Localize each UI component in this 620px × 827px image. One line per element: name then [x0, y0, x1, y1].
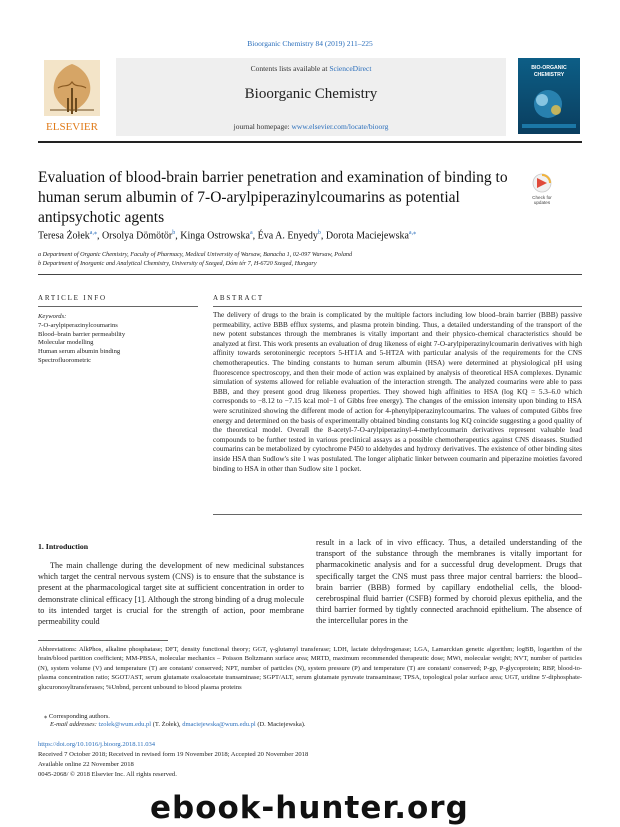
elsevier-logo[interactable]: [38, 58, 106, 136]
check-for-updates-button[interactable]: [525, 172, 559, 206]
author-affiliation-marker[interactable]: a,⁎: [89, 230, 97, 236]
abstract-text: The delivery of drugs to the brain is complicated by the multiple factors including low blood–brain barrier (BBB) passive permeability, active BBB efflux systems, and plasma protein binding. Thus, a detailed understanding of the transport of the new potent substances through the membranes is vitally important and their physico-chemical characteristics should be analyzed at first. This work presents an evaluation of drug likeness of eight 7-O-arylpiperazinylcoumarin derivatives with high affinity towards serotoninergic receptors 5-HT1A and 5-HT2A with particular analysis of the requirements for the CNS chemotherapeutics. The binding constants to human serum albumin (HSA) were determined at physiological pH using fluorescence spectroscopy, and then their mode of action was explained by analysis of theoretical HSA complexes. Dynamic simulation of systems allowed for reliable evaluation of the interaction strength. The analyzed coumarins were able to pass BBB, and they present good drug likeness properties. They showed high affinities to HSA (log KQ = 5.3–6.0 which corresponds to −8.12 to −7.15 kcal mol−1 of Gibbs free energy). The changes of the emission intensity upon binding to HSA were scrutinized showing the different mode of action for 4-phenylpiperazinylcoumarins. The values of computed Gibbs free energy and determined on the basis of experimentally obtained binding constants log KQ coincide suggesting a good quality of the theoretical model. Overall the 8-acetyl-7-O-arylpiperazinyl-4-methylcoumarin derivatives represent valuable lead compounds to be further tested in various preclinical assays as a possible chemotherapeutics against CNS diseases. Studied coumarins can be metabolized by cytochrome P450 to aldehydes and hydroxy derivatives. The existence of other binding sites inside HSA than Sudlow's site 1 was postulated. The longer aliphatic linker between coumarin and piperazine moieties favored binding to HSA in other than Sudlow site 1 pocket.: [213, 311, 582, 473]
keyword: 7-O-arylpiperazinylcoumarins: [38, 321, 118, 329]
author-list: Teresa Żołek$^{a,⁎}$, Orsolya Dömötör$^b$, Kinga Ostrowska$^a$, Éva A. Enyedy$^b$, Dorota Maciejewska$^{a,⁎}$: [38, 230, 417, 242]
check-updates-line1: Check for: [532, 195, 552, 200]
email-link-2[interactable]: dmaciejewska@wum.edu.pl: [182, 721, 256, 728]
footnote-rule: [38, 640, 168, 641]
contents-line: [116, 64, 506, 73]
author-name[interactable]: Kinga Ostrowska: [180, 230, 250, 242]
author-name[interactable]: Dorota Maciejewska: [325, 230, 409, 242]
keyword: Molecular modelling: [38, 339, 94, 347]
keyword: Spectrofluorometric: [38, 356, 92, 364]
keywords-label: Keywords:: [38, 313, 67, 320]
affiliation-rule: [38, 274, 582, 275]
author-affiliation-marker[interactable]: a: [249, 230, 253, 236]
author-name[interactable]: Éva A. Enyedy: [257, 230, 318, 242]
keywords-block: [38, 313, 198, 366]
article-title: Evaluation of blood-brain barrier penetration and examination of binding to human serum albumin of 7-O-arylpiperazinylcoumarins as potential antipsychotic agents: [38, 169, 508, 226]
copyright-line: 0045-2068/ © 2018 Elsevier Inc. All rights reserved.: [38, 771, 177, 778]
author-name[interactable]: Orsolya Dömötör: [101, 230, 173, 242]
homepage-link[interactable]: www.elsevier.com/locate/bioorg: [291, 122, 389, 131]
abstract-rule: [213, 306, 582, 307]
author-affiliation-marker[interactable]: b: [172, 230, 176, 236]
affiliation-a: a Department of Organic Chemistry, Faculty of Pharmacy, Medical University of Warsaw, Banacha 1, 02-097 Warsaw, Poland: [38, 251, 353, 258]
cover-title-2: CHEMISTRY: [533, 72, 565, 78]
article-info-rule: [38, 306, 198, 307]
check-updates-line2: updates: [533, 200, 551, 205]
keyword: Human serum albumin binding: [38, 348, 121, 356]
introduction-left-column: The main challenge during the development of new medicinal substances which target the central nervous system (CNS) is to ensure that the substance is present at the pharmacological target site at sufficient concentration in order to demonstrate clinical efficacy [1]. Although the strong binding of a drug molecule to its intended target is crucial for the strength of action, poor membrane permeability could: [38, 561, 304, 627]
abstract-end-rule: [213, 514, 582, 515]
doi-link[interactable]: https://doi.org/10.1016/j.bioorg.2018.11.034: [38, 741, 156, 748]
affiliation-b: b Department of Inorganic and Analytical Chemistry, University of Szeged, Dóm tér 7, H-6720 Szeged, Hungary: [38, 260, 317, 267]
watermark: ebook-hunter.org: [150, 790, 469, 826]
header-rule: [38, 141, 582, 143]
introduction-heading: 1. Introduction: [38, 542, 89, 551]
email-owner-2: (D. Maciejewska).: [255, 721, 306, 728]
introduction-right-column: result in a lack of in vivo efficacy. Thus, a detailed understanding of the transport of the substance through the membranes is vitally important for pharmacokinetic analysis and for a successful drug development. Drugs that specifically target the CNS must pass three major central barriers: the blood–brain barrier (BBB) formed by capillary endothelial cells, the blood-cerebrospinal fluid barrier (CSFB) formed by choroid plexus epithelia, and the third barrier formed by tightly connected arachnoid epithelium. The absence of the intercellular pores in the: [316, 538, 582, 626]
journal-cover[interactable]: [518, 58, 580, 134]
journal-header-panel: [116, 58, 506, 136]
author-affiliation-marker[interactable]: a,⁎: [408, 230, 417, 236]
sciencedirect-link[interactable]: ScienceDirect: [329, 64, 372, 73]
journal-name: Bioorganic Chemistry: [244, 86, 378, 102]
email-label: E-mail addresses:: [50, 721, 99, 728]
abstract-heading: ABSTRACT: [213, 294, 264, 302]
email-addresses: [50, 721, 306, 728]
corresponding-authors-note: ⁎ Corresponding authors.: [44, 713, 110, 720]
abbreviations-footnote: Abbreviations: AlkPhos, alkaline phosphatase; DFT, density functional theory; GGT, γ-glutamyl transferase; LDH, lactate dehydrogenase; LGA, Lamarckian genetic algorithm; logBB, logarithm of the brain/blood partition coefficient; MM-PBSA, molecular mechanics – Poisson Boltzmann surface area; MRTD, maximum recommended therapeutic dose; MWt, molecular weight; NVT, number of particles (N), system volume (V) and temperature (T) are constant/ conserved; NPT, number of particles (N), system pressure (P) and temperature (T) are constant/ conserved; P-gp, P-glycoprotein; RBP, blood-to-plasma concentration ratio; SGOT/AST, serum glutamate oxaloacetate transaminase; SGPT/ALT, serum glutamate pyruvate transaminase; TPSA, topological polar surface area; UGT, uridine 5′-diphosphate-glucuronosyltransferases; %Unbnd, percent unbound to blood plasma proteins: [38, 646, 582, 691]
email-owner-1: (T. Żołek),: [151, 721, 183, 728]
online-date: Available online 22 November 2018: [38, 761, 134, 768]
homepage-prefix: journal homepage:: [233, 122, 292, 131]
author-name[interactable]: Teresa Żołek: [38, 230, 90, 242]
email-link-1[interactable]: tzolek@wum.edu.pl: [98, 721, 152, 728]
cover-title-1: BIO-ORGANIC: [531, 65, 567, 71]
author-affiliation-marker[interactable]: b: [317, 230, 321, 236]
keyword: Blood–brain barrier permeability: [38, 330, 126, 338]
journal-reference[interactable]: Bioorganic Chemistry 84 (2019) 211–225: [247, 39, 373, 48]
journal-header: [38, 58, 582, 138]
contents-prefix: Contents lists available at: [250, 64, 330, 73]
homepage-line: [116, 122, 506, 131]
publisher-wordmark: ELSEVIER: [46, 121, 98, 133]
article-info-heading: ARTICLE INFO: [38, 294, 107, 302]
received-dates: Received 7 October 2018; Received in revised form 19 November 2018; Accepted 20 November 2018: [38, 751, 309, 758]
